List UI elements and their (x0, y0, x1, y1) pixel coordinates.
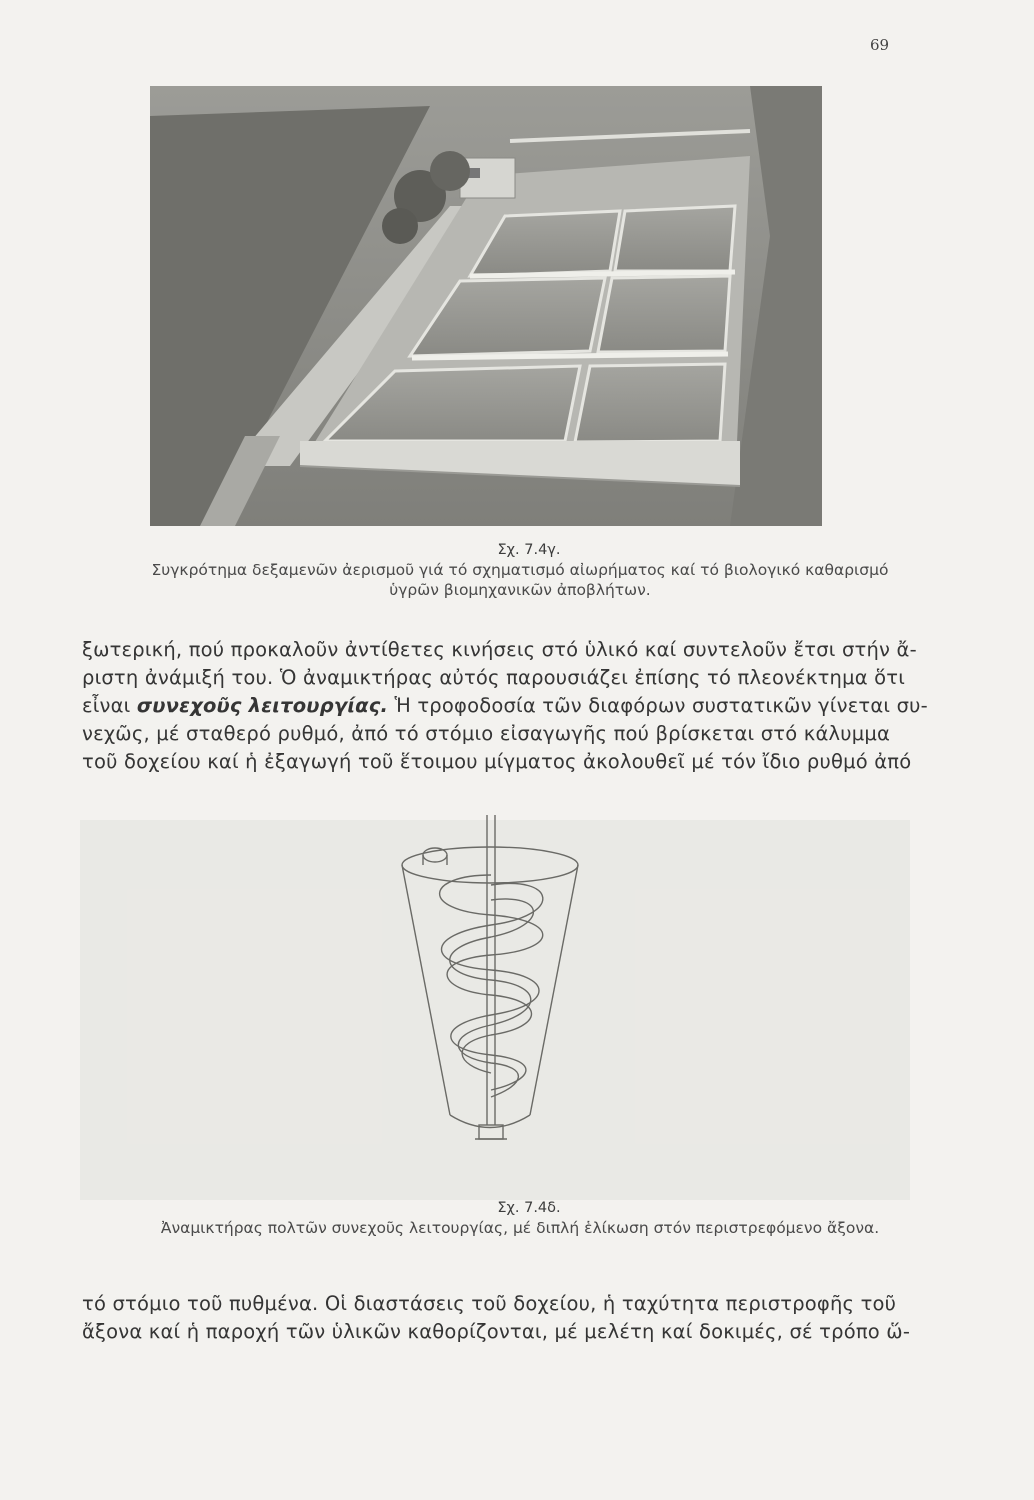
figure-label: Σχ. 7.4δ. (497, 1200, 561, 1216)
figure-label: Σχ. 7.4γ. (497, 542, 561, 558)
caption-line: Συγκρότημα δεξαμενῶν ἀερισμοῦ γιά τό σχηματισμό αἰωρήματος καί τό βιολογικό καθαρισμό (151, 561, 889, 579)
text-line: τό στόμιο τοῦ πυθμένα. Οἱ διαστάσεις τοῦ δοχείου, ἡ ταχύτητα περιστροφῆς τοῦ (82, 1292, 897, 1315)
emphasized-term: συνεχοῦς λειτουργίας. (136, 694, 389, 717)
text-line: τοῦ δοχείου καί ἡ ἐξαγωγή τοῦ ἕτοιμου μίγματος ἀκολουθεῖ μέ τόν ἴδιο ρυθμό ἀπό (82, 750, 912, 773)
figure-caption-7-4g (80, 540, 960, 600)
caption-line: Ἀναμικτήρας πολτῶν συνεχοῦς λειτουργίας, μέ διπλή ἑλίκωση στόν περιστρεφόμενο ἄξονα. (160, 1219, 880, 1237)
body-paragraph (82, 636, 928, 776)
text-line: εἶναι συνεχοῦς λειτουργίας. Ἡ τροφοδοσία τῶν διαφόρων συστατικῶν γίνεται συ- (82, 694, 928, 717)
caption-line: ὑγρῶν βιομηχανικῶν ἀποβλήτων. (389, 581, 651, 599)
mixer-diagram (395, 815, 585, 1170)
figure-caption-7-4d (80, 1198, 960, 1238)
text-line: ριστη ἀνάμιξή του. Ὁ ἀναμικτήρας αὐτός παρουσιάζει ἐπίσης τό πλεονέκτημα ὅτι (82, 666, 906, 689)
text-line: ξωτερική, πού προκαλοῦν ἀντίθετες κινήσεις στό ὑλικό καί συντελοῦν ἔτσι στήν ἄ- (82, 638, 917, 661)
text-line: νεχῶς, μέ σταθερό ρυθμό, ἀπό τό στόμιο εἰσαγωγῆς πού βρίσκεται στό κάλυμμα (82, 722, 891, 745)
aeration-tanks-photo (150, 86, 822, 526)
text-line: ἄξονα καί ἡ παροχή τῶν ὑλικῶν καθορίζονται, μέ μελέτη καί δοκιμές, σέ τρόπο ὥ- (82, 1320, 911, 1343)
body-paragraph (82, 1290, 911, 1346)
page-number: 69 (870, 36, 890, 54)
